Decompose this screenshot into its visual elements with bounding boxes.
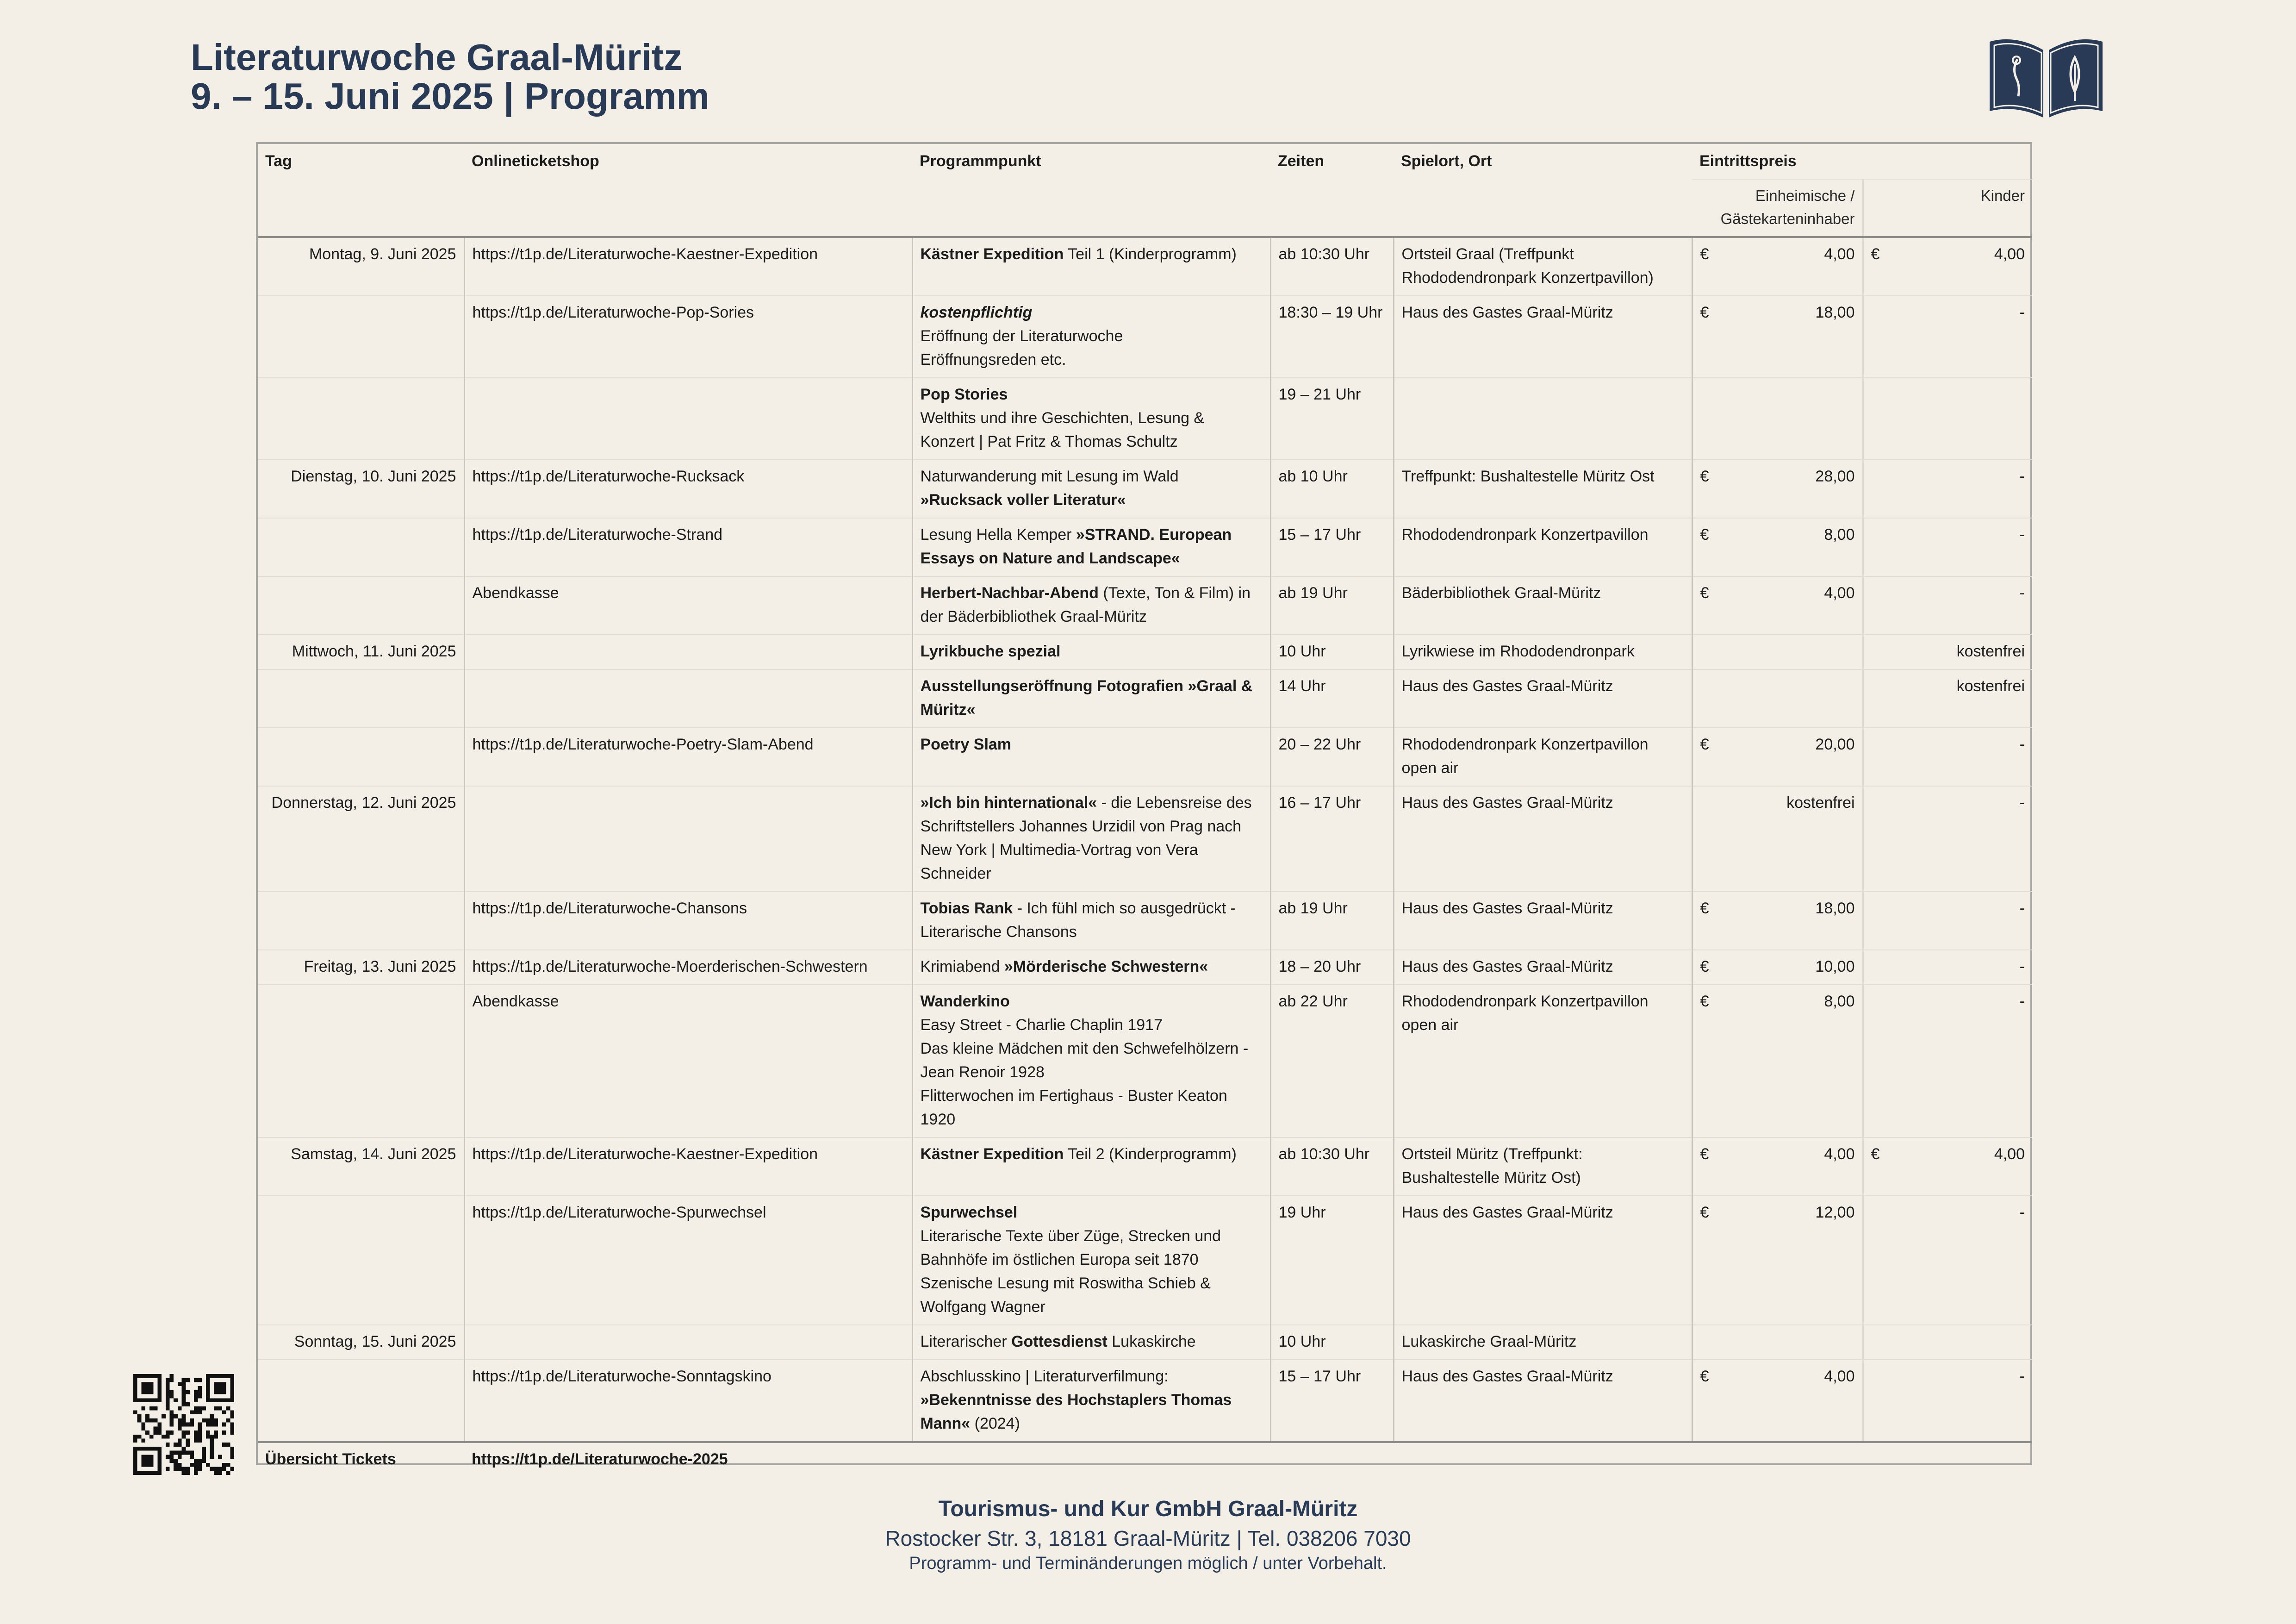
table-row [258, 892, 2032, 950]
table-row [258, 1325, 2032, 1360]
place-cell [1394, 378, 1692, 460]
ticket-link [464, 1325, 912, 1360]
day-cell [258, 669, 464, 728]
place-cell: Rhododendronpark Konzertpavillon open air [1394, 728, 1692, 786]
header-programm: Programmpunkt [920, 152, 1041, 170]
program-cell: »Ich bin hinternational« - die Lebensreise des Schriftstellers Johannes Urzidil von Prag nach New York | Multimedia-Vortrag von Vera Schneider [912, 786, 1270, 892]
currency-symbol: € [1871, 1145, 1880, 1163]
program-cell: Naturwanderung mit Lesung im Wald »Rucksack voller Literatur« [912, 460, 1270, 518]
price-value: 8,00 [1824, 526, 1855, 543]
program-cell: Herbert-Nachbar-Abend (Texte, Ton & Film) in der Bäderbibliothek Graal-Müritz [912, 576, 1270, 635]
time-cell: 19 Uhr [1270, 1196, 1394, 1325]
header-preis-kinder: Kinder [1863, 179, 2032, 237]
price-value: 18,00 [1815, 304, 1855, 321]
ticket-link[interactable]: https://t1p.de/Literaturwoche-Moerderischen-Schwestern [464, 950, 912, 985]
place-cell: Haus des Gastes Graal-Müritz [1394, 950, 1692, 985]
price-einheimische [1692, 985, 1863, 1137]
day-cell [258, 378, 464, 460]
price-value: 4,00 [1824, 584, 1855, 602]
place-cell: Ortsteil Müritz (Treffpunkt: Bushaltestelle Müritz Ost) [1394, 1137, 1692, 1196]
place-cell: Haus des Gastes Graal-Müritz [1394, 296, 1692, 378]
currency-symbol: € [1871, 245, 1880, 263]
currency-symbol: € [1700, 736, 1709, 753]
price-value: 4,00 [1824, 1368, 1855, 1385]
program-cell: Abschlusskino | Literaturverfilmung: »Bekenntnisse des Hochstaplers Thomas Mann« (2024) [912, 1360, 1270, 1442]
day-cell [258, 985, 464, 1137]
table-row [258, 728, 2032, 786]
price-einheimische [1692, 1196, 1863, 1325]
table-row [258, 1137, 2032, 1196]
place-cell: Haus des Gastes Graal-Müritz [1394, 669, 1692, 728]
header-preis-einheimische: Einheimische / Gästekarteninhaber [1692, 179, 1863, 237]
place-cell: Haus des Gastes Graal-Müritz [1394, 892, 1692, 950]
time-cell: 15 – 17 Uhr [1270, 1360, 1394, 1442]
place-cell: Bäderbibliothek Graal-Müritz [1394, 576, 1692, 635]
price-kinder: - [1863, 892, 2032, 950]
day-cell: Montag, 9. Juni 2025 [258, 237, 464, 296]
day-cell [258, 296, 464, 378]
time-cell: 20 – 22 Uhr [1270, 728, 1394, 786]
time-cell: ab 10 Uhr [1270, 460, 1394, 518]
time-cell: 10 Uhr [1270, 1325, 1394, 1360]
open-book-icon [1988, 31, 2104, 120]
program-cell: Lesung Hella Kemper »STRAND. European Essays on Nature and Landscape« [912, 518, 1270, 576]
day-cell: Sonntag, 15. Juni 2025 [258, 1325, 464, 1360]
day-cell: Samstag, 14. Juni 2025 [258, 1137, 464, 1196]
currency-symbol: € [1700, 584, 1709, 602]
price-einheimische [1692, 1137, 1863, 1196]
price-kinder: - [1863, 786, 2032, 892]
ticket-link[interactable]: https://t1p.de/Literaturwoche-Rucksack [464, 460, 912, 518]
currency-symbol: € [1700, 958, 1709, 975]
price-einheimische [1692, 950, 1863, 985]
ticket-link[interactable]: https://t1p.de/Literaturwoche-Strand [464, 518, 912, 576]
table-row [258, 518, 2032, 576]
place-cell: Haus des Gastes Graal-Müritz [1394, 1360, 1692, 1442]
currency-symbol: € [1700, 993, 1709, 1010]
currency-symbol: € [1700, 1145, 1709, 1163]
time-cell: 16 – 17 Uhr [1270, 786, 1394, 892]
table-row [258, 985, 2032, 1137]
price-kinder: - [1863, 576, 2032, 635]
time-cell: ab 19 Uhr [1270, 892, 1394, 950]
time-cell: ab 19 Uhr [1270, 576, 1394, 635]
place-cell: Haus des Gastes Graal-Müritz [1394, 786, 1692, 892]
price-kinder [1863, 378, 2032, 460]
program-cell: Kästner Expedition Teil 1 (Kinderprogramm) [912, 237, 1270, 296]
title-line-1: Literaturwoche Graal-Müritz [191, 37, 683, 78]
currency-symbol: € [1700, 899, 1709, 917]
program-cell: Pop Stories Welthits und ihre Geschichten, Lesung & Konzert | Pat Fritz & Thomas Schultz [912, 378, 1270, 460]
time-cell: 10 Uhr [1270, 635, 1394, 669]
table-row [258, 237, 2032, 296]
price-value: 20,00 [1815, 736, 1855, 753]
place-cell: Rhododendronpark Konzertpavillon open air [1394, 985, 1692, 1137]
price-value: 12,00 [1815, 1204, 1855, 1221]
program-cell: Ausstellungseröffnung Fotografien »Graal & Müritz« [912, 669, 1270, 728]
price-value: 28,00 [1815, 468, 1855, 485]
day-cell [258, 518, 464, 576]
currency-symbol: € [1700, 468, 1709, 485]
time-cell: ab 10:30 Uhr [1270, 1137, 1394, 1196]
day-cell: Donnerstag, 12. Juni 2025 [258, 786, 464, 892]
footer-link[interactable]: https://t1p.de/Literaturwoche-2025 [464, 1442, 2032, 1478]
table-row [258, 1360, 2032, 1442]
header-zeiten: Zeiten [1278, 152, 1325, 170]
table-row [258, 950, 2032, 985]
price-einheimische [1692, 378, 1863, 460]
footer-company: Tourismus- und Kur GmbH Graal-Müritz [938, 1497, 1358, 1521]
price-kinder: - [1863, 296, 2032, 378]
time-cell: 15 – 17 Uhr [1270, 518, 1394, 576]
place-cell: Lukaskirche Graal-Müritz [1394, 1325, 1692, 1360]
currency-symbol: € [1700, 1204, 1709, 1221]
price-einheimische [1692, 296, 1863, 378]
price-value: 4,00 [1994, 1145, 2025, 1163]
table-row [258, 786, 2032, 892]
program-cell: Kästner Expedition Teil 2 (Kinderprogramm) [912, 1137, 1270, 1196]
price-value: 4,00 [1824, 1145, 1855, 1163]
table-row [258, 460, 2032, 518]
time-cell: 14 Uhr [1270, 669, 1394, 728]
ticket-link: Abendkasse [464, 985, 912, 1137]
price-einheimische [1692, 460, 1863, 518]
place-cell: Treffpunkt: Bushaltestelle Müritz Ost [1394, 460, 1692, 518]
price-einheimische [1692, 576, 1863, 635]
program-cell: Lyrikbuche spezial [912, 635, 1270, 669]
price-einheimische [1692, 1360, 1863, 1442]
place-cell: Lyrikwiese im Rhododendronpark [1394, 635, 1692, 669]
footer-note: Programm- und Terminänderungen möglich / unter Vorbehalt. [909, 1554, 1387, 1573]
day-cell [258, 576, 464, 635]
day-cell: Mittwoch, 11. Juni 2025 [258, 635, 464, 669]
day-cell: Dienstag, 10. Juni 2025 [258, 460, 464, 518]
ticket-link[interactable]: https://t1p.de/Literaturwoche-Pop-Sories [464, 296, 912, 378]
ticket-link[interactable]: https://t1p.de/Literaturwoche-Sonntagskino [464, 1360, 912, 1442]
price-kinder [1863, 1325, 2032, 1360]
price-kinder: - [1863, 728, 2032, 786]
price-einheimische [1692, 669, 1863, 728]
price-kinder: - [1863, 518, 2032, 576]
program-cell: Spurwechsel Literarische Texte über Züge, Strecken und Bahnhöfe im östlichen Europa seit 1870 Szenische Lesung mit Roswitha Schieb & Wolfgang Wagner [912, 1196, 1270, 1325]
ticket-link [464, 635, 912, 669]
price-kinder: - [1863, 1360, 2032, 1442]
day-cell: Freitag, 13. Juni 2025 [258, 950, 464, 985]
ticket-link[interactable]: https://t1p.de/Literaturwoche-Chansons [464, 892, 912, 950]
place-cell: Rhododendronpark Konzertpavillon [1394, 518, 1692, 576]
program-table [256, 142, 2032, 1468]
ticket-link [464, 669, 912, 728]
price-value: 18,00 [1815, 899, 1855, 917]
program-cell: kostenpflichtig Eröffnung der Literaturwoche Eröffnungsreden etc. [912, 296, 1270, 378]
ticket-link[interactable]: https://t1p.de/Literaturwoche-Poetry-Slam-Abend [464, 728, 912, 786]
currency-symbol: € [1700, 526, 1709, 543]
price-kinder: - [1863, 985, 2032, 1137]
price-kinder [1863, 237, 2032, 296]
footer-label: Übersicht Tickets [258, 1442, 464, 1478]
page-title [191, 38, 709, 116]
price-kinder: - [1863, 460, 2032, 518]
qr-code-icon [133, 1374, 234, 1475]
price-einheimische [1692, 518, 1863, 576]
time-cell: 18 – 20 Uhr [1270, 950, 1394, 985]
footer-address: Rostocker Str. 3, 18181 Graal-Müritz | Tel. 038206 7030 [885, 1526, 1411, 1550]
price-einheimische [1692, 1325, 1863, 1360]
time-cell: ab 10:30 Uhr [1270, 237, 1394, 296]
ticket-link[interactable]: https://t1p.de/Literaturwoche-Kaestner-Expedition [464, 1137, 912, 1196]
ticket-link: Abendkasse [464, 576, 912, 635]
price-kinder: - [1863, 950, 2032, 985]
price-einheimische [1692, 728, 1863, 786]
price-kinder: kostenfrei [1863, 635, 2032, 669]
price-einheimische [1692, 635, 1863, 669]
price-einheimische [1692, 892, 1863, 950]
title-line-2: 9. – 15. Juni 2025 | Programm [191, 75, 709, 117]
header-shop: Onlineticketshop [472, 152, 599, 170]
day-cell [258, 728, 464, 786]
time-cell: 19 – 21 Uhr [1270, 378, 1394, 460]
price-einheimische [1692, 237, 1863, 296]
currency-symbol: € [1700, 245, 1709, 263]
table-row [258, 635, 2032, 669]
price-kinder: kostenfrei [1863, 669, 2032, 728]
header-preis: Eintrittspreis [1699, 152, 1797, 170]
table-row [258, 669, 2032, 728]
price-value: 10,00 [1815, 958, 1855, 975]
program-cell: Poetry Slam [912, 728, 1270, 786]
currency-symbol: € [1700, 304, 1709, 321]
table-row [258, 378, 2032, 460]
price-value: 4,00 [1824, 245, 1855, 263]
place-cell: Ortsteil Graal (Treffpunkt Rhododendronpark Konzertpavillon) [1394, 237, 1692, 296]
day-cell [258, 1196, 464, 1325]
day-cell [258, 892, 464, 950]
price-kinder: - [1863, 1196, 2032, 1325]
table-row [258, 1196, 2032, 1325]
price-value: 4,00 [1994, 245, 2025, 263]
day-cell [258, 1360, 464, 1442]
header-ort: Spielort, Ort [1401, 152, 1492, 170]
ticket-link [464, 378, 912, 460]
program-cell: Literarischer Gottesdienst Lukaskirche [912, 1325, 1270, 1360]
place-cell: Haus des Gastes Graal-Müritz [1394, 1196, 1692, 1325]
ticket-link [464, 786, 912, 892]
currency-symbol: € [1700, 1368, 1709, 1385]
table-row [258, 296, 2032, 378]
program-cell: Tobias Rank - Ich fühl mich so ausgedrückt - Literarische Chansons [912, 892, 1270, 950]
time-cell: ab 22 Uhr [1270, 985, 1394, 1137]
price-value: 8,00 [1824, 993, 1855, 1010]
header-tag: Tag [265, 152, 292, 170]
price-kinder [1863, 1137, 2032, 1196]
price-einheimische: kostenfrei [1692, 786, 1863, 892]
program-cell: Wanderkino Easy Street - Charlie Chaplin 1917 Das kleine Mädchen mit den Schwefelhölzern - Jean Renoir 1928 Flitterwochen im Fertighaus - Buster Keaton 1920 [912, 985, 1270, 1137]
ticket-link[interactable]: https://t1p.de/Literaturwoche-Spurwechsel [464, 1196, 912, 1325]
ticket-link[interactable]: https://t1p.de/Literaturwoche-Kaestner-Expedition [464, 237, 912, 296]
table-row [258, 576, 2032, 635]
program-cell: Krimiabend »Mörderische Schwestern« [912, 950, 1270, 985]
time-cell: 18:30 – 19 Uhr [1270, 296, 1394, 378]
